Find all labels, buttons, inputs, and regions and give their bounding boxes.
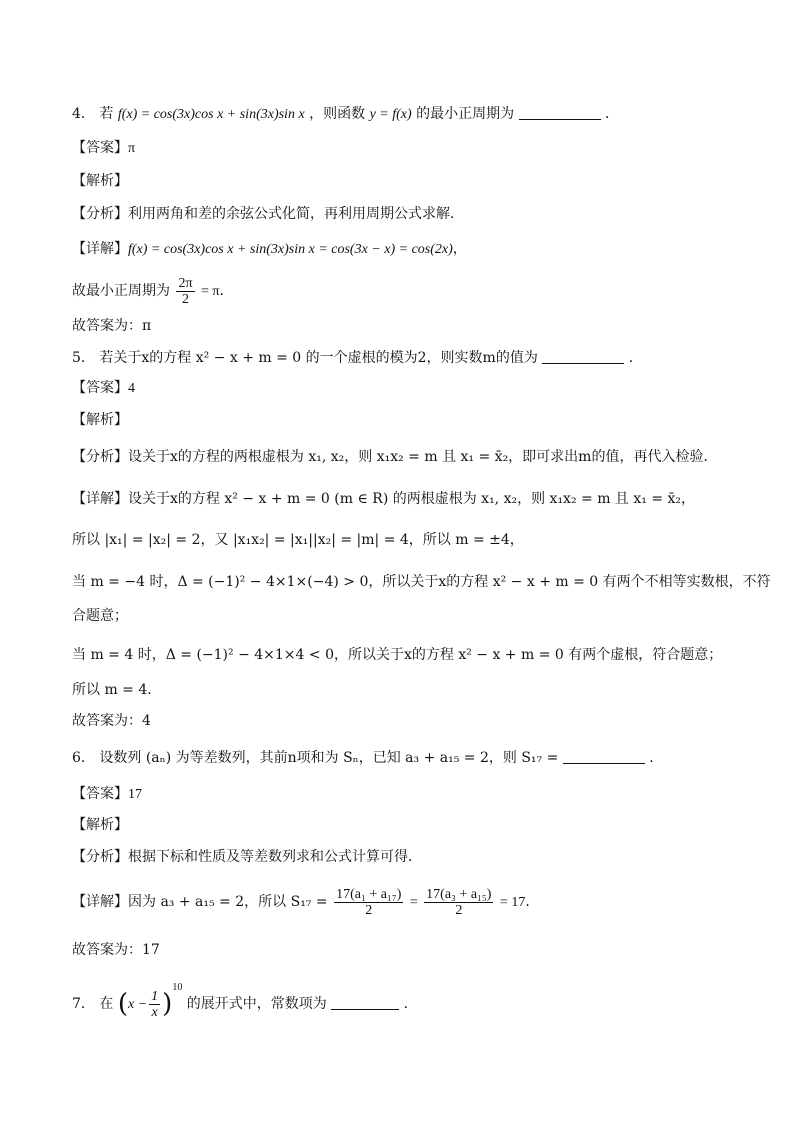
q6-analysis: 【分析】根据下标和性质及等差数列求和公式计算可得． <box>72 849 422 865</box>
q5-conclusion: 所以 m = 4． <box>72 682 162 698</box>
q5-detail: 【详解】设关于x的方程 x² − x + m = 0 (m ∈ R) 的两根虚根为 x₁, x₂，则 x₁x₂ = m 且 x₁ = x̄₂， <box>72 491 696 507</box>
q6-number: 6． <box>72 750 95 766</box>
q5-answer: 【答案】4 <box>72 380 135 396</box>
q7-number: 7． <box>72 996 95 1012</box>
q6-question: 6． 设数列 (aₙ) 为等差数列，其前n项和为 Sₙ，已知 a₃ + a₁₅ = 2，则 S₁₇ = ． <box>72 750 664 766</box>
sum-fraction-2: $\frac{\text{17(a₃ + a₁₅)}}{2}$ <box>426 886 492 918</box>
q4-period: 故最小正周期为 $\frac{2\pi}{2}$ = π． <box>72 275 234 307</box>
q4-answer: 【答案】π <box>72 140 136 156</box>
q5-step-modulus: 所以 |x₁| = |x₂| = 2，又 |x₁x₂| = |x₁||x₂| = |m| = 4，所以 m = ±4， <box>72 532 524 548</box>
q5-analysis: 【分析】设关于x的方程的两根虚根为 x₁, x₂，则 x₁x₂ = m 且 x₁ = x̄₂，即可求出m的值，再代入检验． <box>72 449 718 465</box>
period-fraction: $\frac{2\pi}{2}$ <box>178 275 193 307</box>
q5-case-negative-cont: 合题意； <box>72 608 128 624</box>
q6-answer: 【答案】17 <box>72 786 142 802</box>
answer-blank <box>331 995 399 1010</box>
q5-case-negative: 当 m = −4 时，Δ = (−1)² − 4×1×(−4) > 0，所以关于x的方程 x² − x + m = 0 有两个不相等实数根，不符 <box>72 574 771 590</box>
q4-final: 故答案为：π <box>72 318 152 334</box>
q4-number: 4． <box>72 106 95 122</box>
q5-number: 5． <box>72 350 95 366</box>
q4-detail: 【详解】f(x) = cos(3x)cos x + sin(3x)sin x = cos(3x − x) = cos(2x)， <box>72 241 467 257</box>
q4-question: 4． 若 f(x) = cos(3x)cos x + sin(3x)sin x ，则函数 y = f(x) 的最小正周期为 ． <box>72 106 620 122</box>
q4-analysis: 【分析】利用两角和差的余弦公式化简，再利用周期公式求解． <box>72 206 464 222</box>
q4-function-expression: f(x) = cos(3x)cos x + sin(3x)sin x <box>117 107 305 122</box>
q6-analysis-title: 【解析】 <box>72 817 128 833</box>
q6-detail: 【详解】因为 a₃ + a₁₅ = 2，所以 S₁₇ = $\frac{\text{17(a₁ + a₁₇)}}{2}$ = $\frac{\text{17(a₃ + a₁₅)}}{2}$ = 17． <box>72 886 540 918</box>
binomial-fraction: $\frac{1}{x}$ <box>151 988 159 1020</box>
q4-analysis-title: 【解析】 <box>72 173 128 189</box>
q5-final: 故答案为：4 <box>72 713 151 729</box>
answer-blank <box>563 749 645 764</box>
q5-case-positive: 当 m = 4 时，Δ = (−1)² − 4×1×4 < 0，所以关于x的方程 x² − x + m = 0 有两个虚根，符合题意； <box>72 647 723 663</box>
q5-question: 5． 若关于x的方程 x² − x + m = 0 的一个虚根的模为2，则实数m的值为 ． <box>72 350 643 366</box>
answer-tag: 【答案】 <box>72 140 128 156</box>
sum-fraction-1: $\frac{\text{17(a₁ + a₁₇)}}{2}$ <box>336 886 402 918</box>
q7-question: 7． 在 (x − $\frac{1}{x}$ )$^{10}$ 的展开式中，常数项为 ． <box>72 982 418 1020</box>
q6-final: 故答案为：17 <box>72 942 160 958</box>
q5-analysis-title: 【解析】 <box>72 412 128 428</box>
answer-blank <box>519 105 601 120</box>
answer-blank <box>542 349 624 364</box>
